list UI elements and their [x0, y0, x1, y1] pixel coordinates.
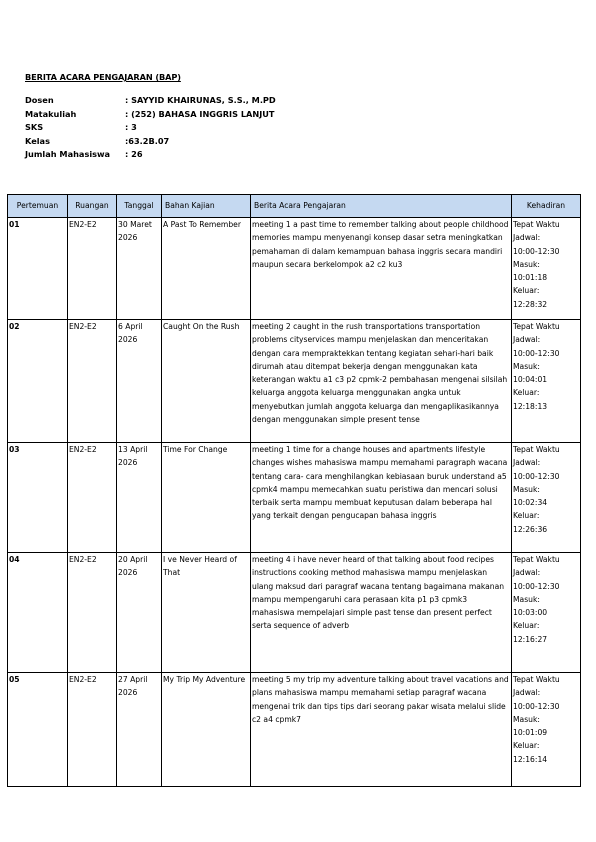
header-pertemuan: Pertemuan [8, 195, 68, 218]
cell-tanggal: 20 April 2026 [117, 553, 162, 673]
cell-bahan-kajian: Caught On the Rush [162, 320, 251, 443]
info-value: : SAYYID KHAIRUNAS, S.S., M.PD [125, 95, 276, 105]
cell-pertemuan: 03 [8, 443, 68, 553]
header-bahan-kajian: Bahan Kajian [162, 195, 251, 218]
cell-kehadiran: Tepat Waktu Jadwal: 10:00-12:30 Masuk: 10:01:09 Keluar: 12:16:14 [512, 673, 581, 787]
table-row [8, 320, 581, 443]
info-row-kelas [25, 136, 276, 150]
header-tanggal: Tanggal [117, 195, 162, 218]
info-value: : 3 [125, 122, 137, 133]
cell-ruangan: EN2-E2 [68, 218, 117, 320]
info-row-dosen [25, 95, 276, 109]
cell-kehadiran: Tepat Waktu Jadwal: 10:00-12:30 Masuk: 10:03:00 Keluar: 12:16:27 [512, 553, 581, 673]
cell-pertemuan: 01 [8, 218, 68, 320]
table-row [8, 673, 581, 787]
cell-berita-acara: meeting 2 caught in the rush transportations transportation problems cityservices mampu menjelaskan dan menceritakan dengan cara mempraktekkan tentang kegiatan sehari-hari baik dirumah atau ditempat bekerja dengan menggunakan kata keterangan waktu a1 c3 p2 cpmk-2 pembahasan mengenai silsilah keluarga anggota keluarga menggunakan angka untuk menyebutkan jumlah anggota keluarga dan mengaplikasikannya dengan menggunakan simple present tense [251, 320, 512, 443]
info-value: : 26 [125, 149, 143, 160]
info-label: Dosen [25, 95, 54, 105]
cell-pertemuan: 05 [8, 673, 68, 787]
info-label: Jumlah Mahasiswa [25, 149, 111, 160]
cell-kehadiran: Tepat Waktu Jadwal: 10:00-12:30 Masuk: 10:01:18 Keluar: 12:28:32 [512, 218, 581, 320]
info-row-sks [25, 122, 276, 136]
cell-kehadiran: Tepat Waktu Jadwal: 10:00-12:30 Masuk: 10:04:01 Keluar: 12:18:13 [512, 320, 581, 443]
cell-berita-acara: meeting 5 my trip my adventure talking about travel vacations and plans mahasiswa mampu memahami setiap paragraf wacana mengenai trik dan tips tips dari seorang pakar wisata melalui slide c2 a4 cpmk7 [251, 673, 512, 787]
header-ruangan: Ruangan [68, 195, 117, 218]
cell-ruangan: EN2-E2 [68, 553, 117, 673]
table-header-row [8, 195, 581, 218]
cell-pertemuan: 04 [8, 553, 68, 673]
info-row-jumlah-mahasiswa [25, 149, 276, 163]
cell-tanggal: 6 April 2026 [117, 320, 162, 443]
cell-ruangan: EN2-E2 [68, 673, 117, 787]
header-berita-acara: Berita Acara Pengajaran [251, 195, 512, 218]
cell-kehadiran: Tepat Waktu Jadwal: 10:00-12:30 Masuk: 10:02:34 Keluar: 12:26:36 [512, 443, 581, 553]
info-label: SKS [25, 122, 44, 133]
info-value: :63.2B.07 [125, 135, 170, 146]
cell-berita-acara: meeting 1 a past time to remember talking about people childhood memories mampu menyenangi konsep dasar setra meningkatkan pemahaman di dalam kemampuan bahasa inggris secara mandiri maupun secara berkelompok a2 c2 ku3 [251, 218, 512, 320]
table-row [8, 443, 581, 553]
cell-berita-acara: meeting 4 i have never heard of that talking about food recipes instructions cooking method mahasiswa mampu menjelaskan ulang maksud dari paragraf wacana tentang bagaimana makanan mampu mempengaruhi cara perasaan kita p1 p3 cpmk3 mahasiswa mempelajari simple past tense dan present perfect serta sequence of adverb [251, 553, 512, 673]
info-value: : (252) BAHASA INGGRIS LANJUT [125, 108, 275, 119]
course-info [25, 95, 276, 163]
cell-berita-acara: meeting 1 time for a change houses and apartments lifestyle changes wishes mahasiswa mampu memahami paragraph wacana tentang cara- cara menghilangkan kebiasaan buruk understand a5 cpmk4 mampu memecahkan suatu peristiwa dan mencari solusi terbaik serta mampu membuat keputusan dalam beberapa hal yang terkait dengan pengucapan bahasa inggris [251, 443, 512, 553]
bap-table [7, 194, 581, 787]
cell-tanggal: 13 April 2026 [117, 443, 162, 553]
info-label: Matakuliah [25, 108, 77, 119]
table-row [8, 553, 581, 673]
cell-bahan-kajian: Time For Change [162, 443, 251, 553]
cell-tanggal: 27 April 2026 [117, 673, 162, 787]
cell-tanggal: 30 Maret 2026 [117, 218, 162, 320]
table-row [8, 218, 581, 320]
cell-ruangan: EN2-E2 [68, 443, 117, 553]
info-label: Kelas [25, 135, 50, 146]
cell-bahan-kajian: My Trip My Adventure [162, 673, 251, 787]
cell-bahan-kajian: I ve Never Heard of That [162, 553, 251, 673]
cell-bahan-kajian: A Past To Remember [162, 218, 251, 320]
header-kehadiran: Kehadiran [512, 195, 581, 218]
document-title: BERITA ACARA PENGAJARAN (BAP) [25, 72, 181, 82]
info-row-matakuliah [25, 109, 276, 123]
cell-ruangan: EN2-E2 [68, 320, 117, 443]
cell-pertemuan: 02 [8, 320, 68, 443]
